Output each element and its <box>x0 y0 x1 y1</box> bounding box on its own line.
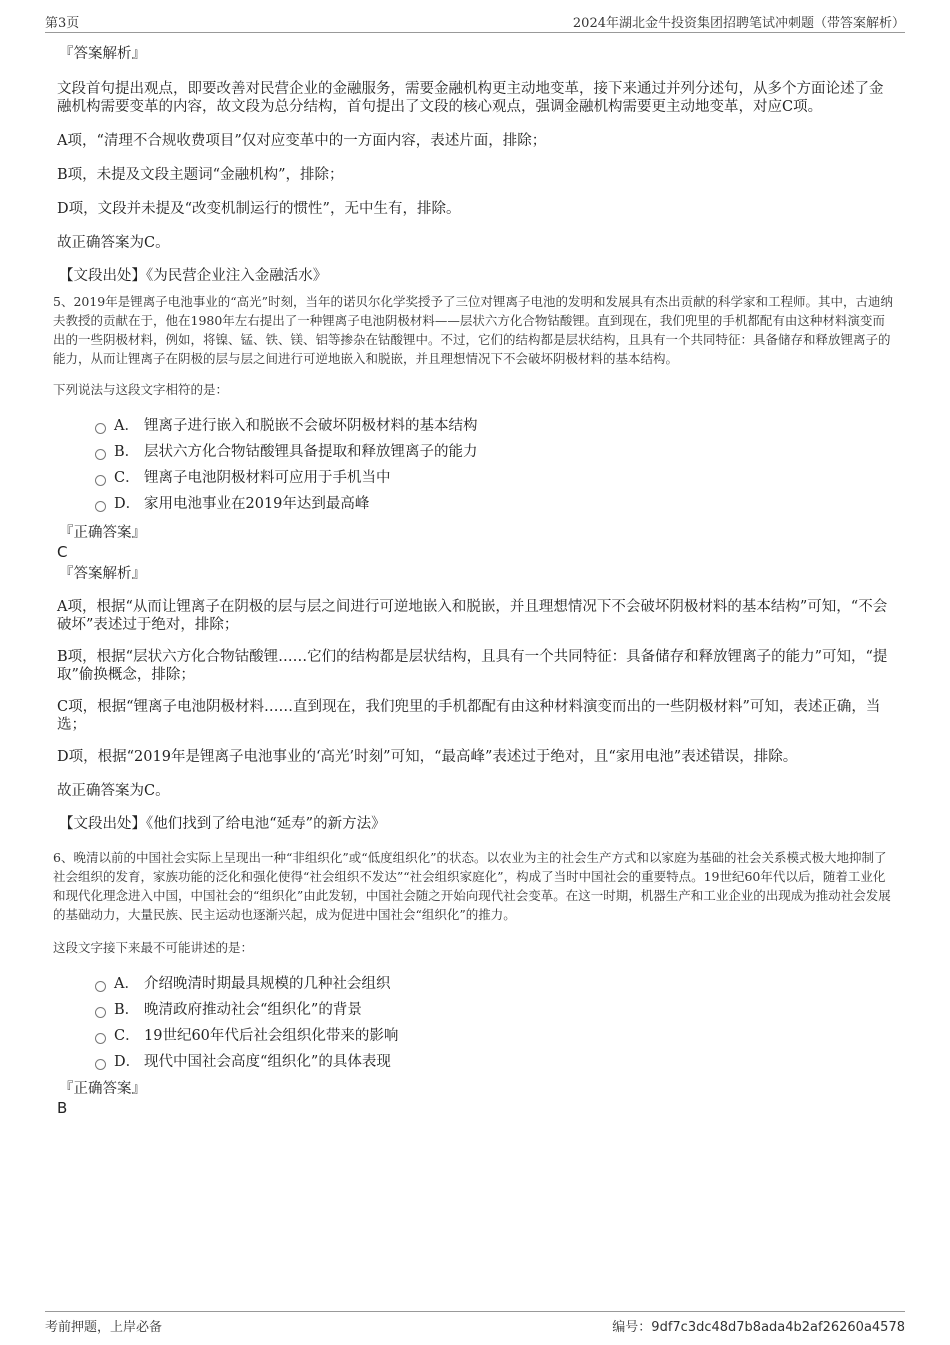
q5-conclusion: 故正确答案为C。 <box>57 783 170 799</box>
q4-analysis-b: B项，未提及文段主题词“金融机构”，排除； <box>57 167 344 183</box>
q4-analysis-main: 文段首句提出观点，即要改善对民营企业的金融服务，需要金融机构更主动地变革，接下来通过并列分述句，从多个方面论述了金融机构需要变革的内容，故文段为总分结构，首句提出了文段的核心观点，强调金融机构需要更主动地变革，对应C项。 <box>57 81 884 115</box>
radio-icon[interactable] <box>95 501 106 512</box>
footer-slogan: 考前押题，上岸必备 <box>45 1320 163 1335</box>
q4-analysis-d: D项，文段并未提及“改变机制运行的惯性”，无中生有，排除。 <box>57 201 461 217</box>
q5-option-d[interactable]: D． 家用电池事业在2019年达到最高峰 <box>95 491 897 517</box>
radio-icon[interactable] <box>95 1033 106 1044</box>
q6-option-d[interactable]: D． 现代中国社会高度“组织化”的具体表现 <box>95 1049 897 1075</box>
q5-answer: C <box>57 543 68 561</box>
page-number: 第3页 <box>45 16 80 31</box>
document-title: 2024年湖北金牛投资集团招聘笔试冲刺题（带答案解析） <box>572 16 905 31</box>
radio-icon[interactable] <box>95 1007 106 1018</box>
q5-analysis-a: A项，根据“从而让锂离子在阴极的层与层之间进行可逆地嵌入和脱嵌，并且理想情况下不会破坏阴极材料的基本结构”可知，“不会破坏”表述过于绝对，排除； <box>57 599 888 633</box>
q4-source: 【文段出处】《为民营企业注入金融活水》 <box>59 268 328 284</box>
q6-option-a[interactable]: A． 介绍晚清时期最具规模的几种社会组织 <box>95 971 897 997</box>
q5-question: 下列说法与这段文字相符的是： <box>53 382 229 397</box>
page-footer <box>45 1311 905 1334</box>
page-content <box>53 44 897 1118</box>
q4-analysis-label: 『答案解析』 <box>59 46 146 62</box>
q5-option-c[interactable]: C． 锂离子电池阴极材料可应用于手机当中 <box>95 465 897 491</box>
q4-analysis-a: A项，“清理不合规收费项目”仅对应变革中的一方面内容，表述片面，排除； <box>57 133 547 149</box>
document-code: 编号：9df7c3dc48d7b8ada4b2af26260a4578 <box>612 1320 905 1335</box>
q6-answer-label: 『正确答案』 <box>59 1081 146 1097</box>
q5-analysis-c: C项，根据“锂离子电池阴极材料……直到现在，我们兜里的手机都配有由这种材料演变而出的一些阴极材料”可知，表述正确，当选； <box>57 699 881 733</box>
radio-icon[interactable] <box>95 475 106 486</box>
q5-option-b[interactable]: B． 层状六方化合物钴酸锂具备提取和释放锂离子的能力 <box>95 439 897 465</box>
q6-option-b[interactable]: B． 晚清政府推动社会“组织化”的背景 <box>95 997 897 1023</box>
radio-icon[interactable] <box>95 449 106 460</box>
q5-source: 【文段出处】《他们找到了给电池“延寿”的新方法》 <box>59 816 386 832</box>
q6-option-c[interactable]: C． 19世纪60年代后社会组织化带来的影响 <box>95 1023 897 1049</box>
q5-options <box>57 413 897 517</box>
q4-conclusion: 故正确答案为C。 <box>57 235 170 251</box>
q5-stem: 5、2019年是锂离子电池事业的“高光”时刻，当年的诺贝尔化学奖授予了三位对锂离子电池的发明和发展具有杰出贡献的科学家和工程师。其中，古迪纳夫教授的贡献在于，他在1980年左右提出了一种锂离子电池阴极材料——层状六方化合物钴酸锂。直到现在，我们兜里的手机都配有由这种材料演变而出的一些阴极材料，例如，将镍、锰、铁、镁、铝等掺杂在钴酸锂中。不过，它们的结构都是层状结构，且具有一个共同特征：具备储存和释放锂离子的能力，从而让锂离子在阴极的层与层之间进行可逆地嵌入和脱嵌，并且理想情况下不会破坏阴极材料的基本结构。 <box>53 294 894 366</box>
q6-options <box>57 971 897 1075</box>
radio-icon[interactable] <box>95 423 106 434</box>
page-header <box>45 12 905 33</box>
q6-answer: B <box>57 1099 68 1117</box>
radio-icon[interactable] <box>95 1059 106 1070</box>
q5-option-a[interactable]: A． 锂离子进行嵌入和脱嵌不会破坏阴极材料的基本结构 <box>95 413 897 439</box>
q5-analysis-b: B项，根据“层状六方化合物钴酸锂……它们的结构都是层状结构，且具有一个共同特征：具备储存和释放锂离子的能力”可知，“提取”偷换概念，排除； <box>57 649 888 683</box>
q5-answer-label: 『正确答案』 <box>59 525 146 541</box>
q6-stem: 6、晚清以前的中国社会实际上呈现出一种“非组织化”或“低度组织化”的状态。以农业为主的社会生产方式和以家庭为基础的社会关系模式极大地抑制了社会组织的发育，家族功能的泛化和强化使得“社会组织不发达”“社会组织家庭化”，构成了当时中国社会的重要特点。19世纪60年代以后，随着工业化和现代化理念进入中国，中国社会的“组织化”由此发轫，中国社会随之开始向现代社会变革。在这一时期，机器生产和工业企业的出现成为推动社会发展的基础动力，大量民族、民主运动也逐渐兴起，成为促进中国社会“组织化”的推力。 <box>53 850 891 922</box>
q5-analysis-d: D项，根据“2019年是锂离子电池事业的‘高光’时刻”可知，“最高峰”表述过于绝对，且“家用电池”表述错误，排除。 <box>57 749 798 765</box>
q6-question: 这段文字接下来最不可能讲述的是： <box>53 940 254 955</box>
radio-icon[interactable] <box>95 981 106 992</box>
q5-analysis-label: 『答案解析』 <box>59 566 146 582</box>
